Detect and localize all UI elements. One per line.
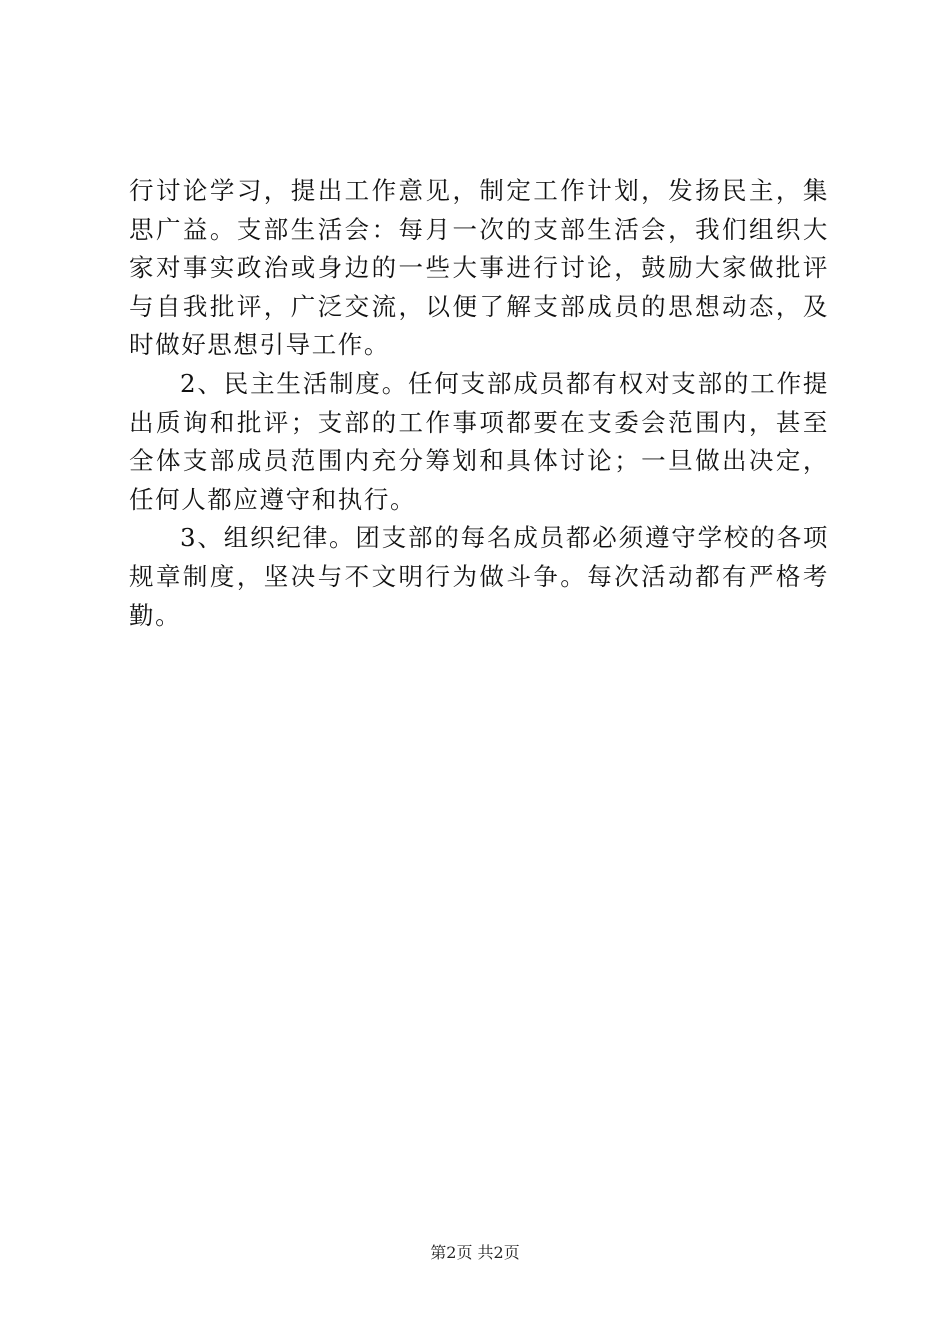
document-body <box>129 172 829 635</box>
paragraph-continuation: 行讨论学习，提出工作意见，制定工作计划，发扬民主，集思广益。支部生活会：每月一次的支部生活会，我们组织大家对事实政治或身边的一些大事进行讨论，鼓励大家做批评与自我批评，广泛交流，以便了解支部成员的思想动态，及时做好思想引导工作。 <box>129 176 829 360</box>
page-footer <box>0 1242 950 1264</box>
page-number-label: 第2页 共2页 <box>430 1243 520 1262</box>
paragraph-organizational-discipline: 3、组织纪律。团支部的每名成员都必须遵守学校的各项规章制度，坚决与不文明行为做斗争。每次活动都有严格考勤。 <box>129 523 829 630</box>
paragraph-democratic-life-system: 2、民主生活制度。任何支部成员都有权对支部的工作提出质询和批评；支部的工作事项都要在支委会范围内，甚至全体支部成员范围内充分筹划和具体讨论；一旦做出决定，任何人都应遵守和执行。 <box>129 368 829 514</box>
